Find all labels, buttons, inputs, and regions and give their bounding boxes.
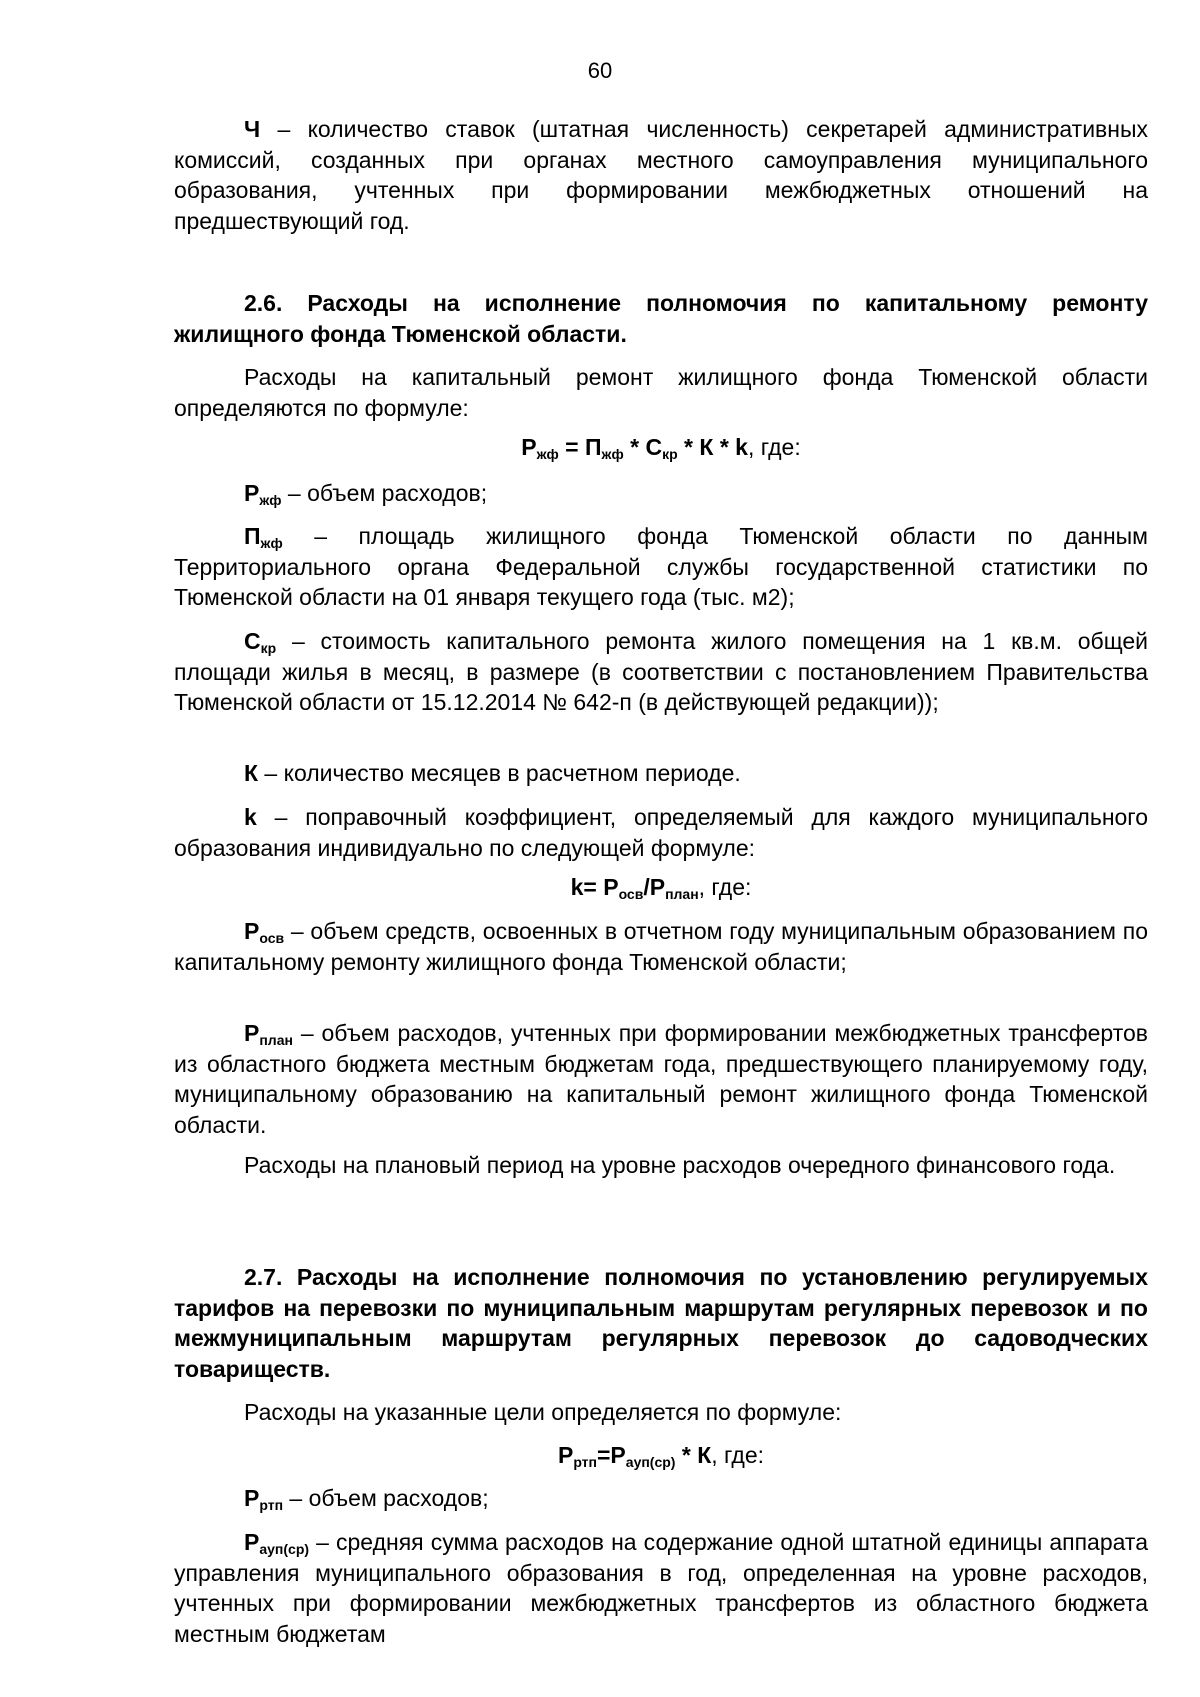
symbol-s-zhf-sub: жф [260,535,283,551]
formula-capital-repair [174,432,1148,462]
definition-p-plan-text: – объем расходов, учтенных при формировании межбюджетных трансфертов из областного бюджета местным бюджетам года, предшествующего планируемому году, муниципальному образованию на капитальный ремонт жилищного фонда Тюменской области. [174,1020,1148,1138]
symbol-p-osv-sub: осв [259,930,285,946]
definition-p-aup-text: – средняя сумма расходов на содержание одной штатной единицы аппарата управления муниципального образования в год, определенная на уровне расходов, учтенных при формировании межбюджетных трансфертов из областного бюджета местным бюджетам [174,1529,1148,1647]
formula-c: С [645,434,663,460]
definition-p-osv [174,916,1148,977]
symbol-s-zhf: П [244,523,261,549]
definition-s-zhf [174,521,1148,613]
formula-c-sub: кр [662,446,678,462]
formula-tail: , где: [747,434,801,460]
formula3-k: К [697,1442,712,1468]
formula3-mul: * [675,1442,698,1468]
formula2-slash: /Р [643,874,666,900]
definition-p-osv-text: – объем средств, освоенных в отчетном году муниципальным образованием по капитальному ремонту жилищного фонда Тюменской области; [174,918,1148,975]
symbol-p-rtp: Р [244,1485,260,1511]
symbol-p-aup-sub: ауп(ср) [259,1541,310,1557]
formula-correction-coefficient [174,872,1148,902]
formula3-eq: =Р [597,1442,626,1468]
page-number: 60 [587,58,613,83]
formula2-lhs: k= Р [570,874,619,900]
definition-k-cap [174,758,1148,789]
section-2-6-intro: Расходы на капитальный ремонт жилищного фонда Тюменской области определяются по формуле: [174,364,1148,421]
definition-p-rtp [174,1483,1148,1514]
symbol-p-zhf: Р [244,480,260,506]
definition-k [174,802,1148,863]
formula3-a-sub: ауп(ср) [625,1454,676,1470]
definition-s-zhf-text: – площадь жилищного фонда Тюменской области по данным Территориального органа Федеральной службы государственной статистики по Тюменской области на 01 января текущего года (тыс. м2); [174,523,1148,610]
definition-p-zhf-text: – объем расходов; [281,480,488,506]
formula-s-sub: жф [601,446,624,462]
section-2-6-heading: 2.6. Расходы на исполнение полномочия по капитальному ремонту жилищного фонда Тюменской области. [174,290,1148,347]
symbol-c-kr-sub: кр [260,640,277,656]
formula-tariff-regulation [174,1440,1148,1470]
formula2-sub2: план [665,886,699,902]
symbol-p-plan-sub: план [259,1032,293,1048]
definition-k-cap-text: – количество месяцев в расчетном периоде. [258,760,741,786]
formula-p: Р [521,434,537,460]
formula-mul3: * [713,434,736,460]
definition-ch [174,114,1148,236]
definition-p-plan [174,1018,1148,1140]
definition-c-kr-text: – стоимость капитального ремонта жилого помещения на 1 кв.м. общей площади жилья в месяц, в размере (в соответствии с постановлением Правительства Тюменской области от 15.12.2014 № 642-п (в действующей редакции)); [174,628,1148,715]
formula3-p: Р [557,1442,574,1468]
definition-k-text: – поправочный коэффициент, определяемый для каждого муниципального образования индивидуально по следующей формуле: [174,804,1148,861]
section-2-7-heading: 2.7. Расходы на исполнение полномочия по установлению регулируемых тарифов на перевозки по муниципальным маршрутам регулярных перевозок и по межмуниципальным маршрутам регулярных перевозок до садоводческих товариществ. [174,1264,1148,1382]
section-2-7-intro: Расходы на указанные цели определяется по формуле: [244,1399,842,1425]
formula3-tail: , где: [711,1442,765,1468]
formula-k: k [735,434,748,460]
definition-ch-text: – количество ставок (штатная численность) секретарей административных комиссий, созданных при органах местного самоуправления муниципального образования, учтенных при формировании межбюджетных отношений на предшествующий год. [174,116,1148,234]
symbol-c-kr: С [244,628,261,654]
formula-mul2: * [677,434,700,460]
symbol-k-cap: К [244,760,259,786]
formula2-tail: , где: [698,874,752,900]
formula-eq: = [558,434,586,460]
formula-mul1: * [623,434,646,460]
symbol-ch: Ч [244,116,261,142]
definition-p-aup [174,1527,1148,1649]
definition-c-kr [174,626,1148,718]
symbol-k: k [244,804,257,830]
symbol-p-rtp-sub: ртп [259,1497,284,1513]
definition-p-rtp-text: – объем расходов; [283,1485,489,1511]
formula-s: П [585,434,602,460]
symbol-p-osv: Р [244,918,260,944]
formula2-sub1: осв [618,886,644,902]
symbol-p-aup: Р [244,1529,260,1555]
formula-k-cap: К [699,434,714,460]
planning-period-text: Расходы на плановый период на уровне расходов очередного финансового года. [244,1152,1116,1178]
definition-p-zhf [174,478,1148,509]
symbol-p-zhf-sub: жф [259,492,282,508]
symbol-p-plan: Р [244,1020,260,1046]
formula3-p-sub: ртп [573,1454,597,1470]
formula-p-sub: жф [536,446,559,462]
